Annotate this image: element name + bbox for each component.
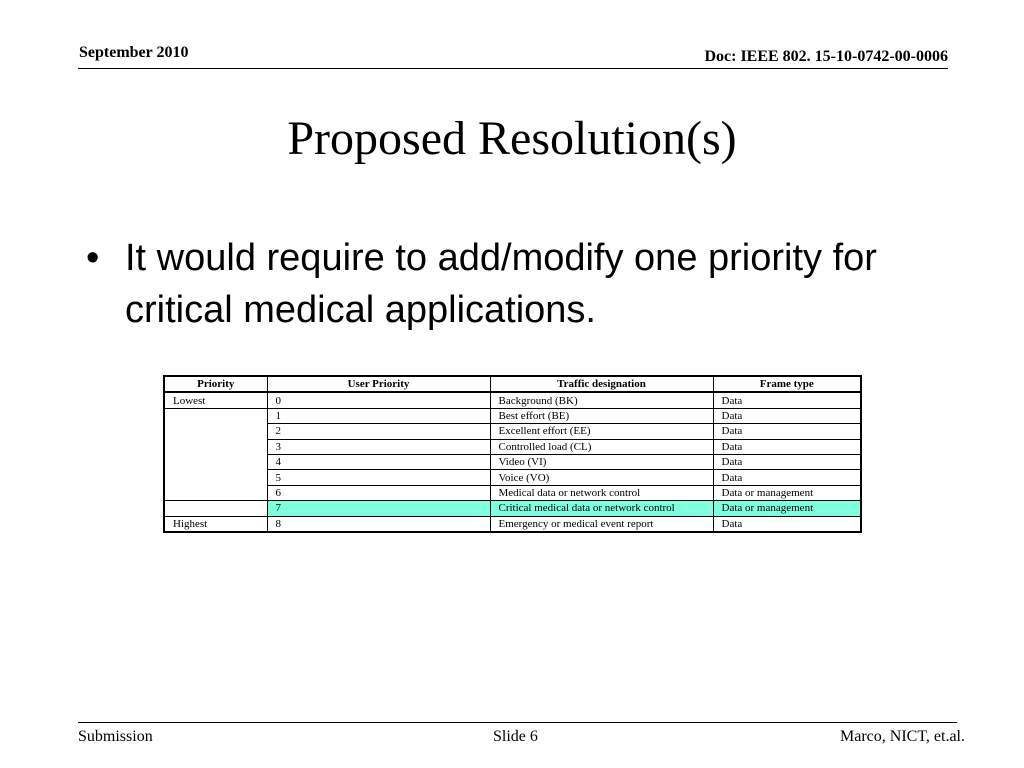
cell-traffic: Emergency or medical event report	[490, 516, 713, 532]
cell-traffic: Background (BK)	[490, 392, 713, 408]
table-row	[164, 470, 861, 485]
priority-table	[163, 375, 862, 533]
table-header-row	[164, 376, 861, 392]
header-rule	[78, 68, 948, 69]
table-row	[164, 408, 861, 423]
cell-priority	[164, 454, 267, 469]
column-header-traffic-designation: Traffic designation	[490, 376, 713, 392]
cell-user-priority: 6	[267, 485, 490, 500]
table-row-highlighted	[164, 501, 861, 516]
cell-user-priority: 8	[267, 516, 490, 532]
table-row	[164, 439, 861, 454]
cell-user-priority: 0	[267, 392, 490, 408]
cell-priority	[164, 439, 267, 454]
cell-frame: Data	[713, 439, 861, 454]
cell-traffic: Critical medical data or network control	[490, 501, 713, 516]
cell-traffic: Voice (VO)	[490, 470, 713, 485]
cell-user-priority: 2	[267, 424, 490, 439]
table-row	[164, 454, 861, 469]
cell-user-priority: 3	[267, 439, 490, 454]
cell-frame: Data	[713, 424, 861, 439]
cell-priority	[164, 408, 267, 423]
header-doc-id: Doc: IEEE 802. 15-10-0742-00-0006	[704, 48, 948, 65]
table-row	[164, 392, 861, 408]
cell-frame: Data or management	[713, 485, 861, 500]
cell-priority	[164, 485, 267, 500]
cell-user-priority: 4	[267, 454, 490, 469]
cell-priority: Lowest	[164, 392, 267, 408]
slide-title: Proposed Resolution(s)	[287, 112, 737, 165]
cell-frame: Data or management	[713, 501, 861, 516]
cell-user-priority: 1	[267, 408, 490, 423]
cell-frame: Data	[713, 392, 861, 408]
table-row	[164, 424, 861, 439]
footer-slide-number: Slide 6	[493, 728, 538, 745]
cell-user-priority: 7	[267, 501, 490, 516]
cell-priority	[164, 501, 267, 516]
cell-traffic: Best effort (BE)	[490, 408, 713, 423]
bullet-text: It would require to add/modify one priority for critical medical applications.	[125, 237, 877, 331]
bullet-item	[86, 232, 966, 336]
column-header-frame-type: Frame type	[713, 376, 861, 392]
cell-traffic: Excellent effort (EE)	[490, 424, 713, 439]
cell-frame: Data	[713, 470, 861, 485]
cell-frame: Data	[713, 408, 861, 423]
table-row	[164, 516, 861, 532]
footer-author: Marco, NICT, et.al.	[840, 728, 965, 745]
cell-traffic: Medical data or network control	[490, 485, 713, 500]
cell-traffic: Video (VI)	[490, 454, 713, 469]
cell-priority: Highest	[164, 516, 267, 532]
header-date: September 2010	[79, 44, 189, 61]
footer-rule	[78, 722, 957, 723]
bullet-marker: •	[86, 237, 100, 279]
footer-submission: Submission	[78, 728, 153, 745]
cell-traffic: Controlled load (CL)	[490, 439, 713, 454]
table-row	[164, 485, 861, 500]
cell-priority	[164, 470, 267, 485]
cell-priority	[164, 424, 267, 439]
cell-frame: Data	[713, 516, 861, 532]
cell-user-priority: 5	[267, 470, 490, 485]
cell-frame: Data	[713, 454, 861, 469]
column-header-user-priority: User Priority	[267, 376, 490, 392]
column-header-priority: Priority	[164, 376, 267, 392]
